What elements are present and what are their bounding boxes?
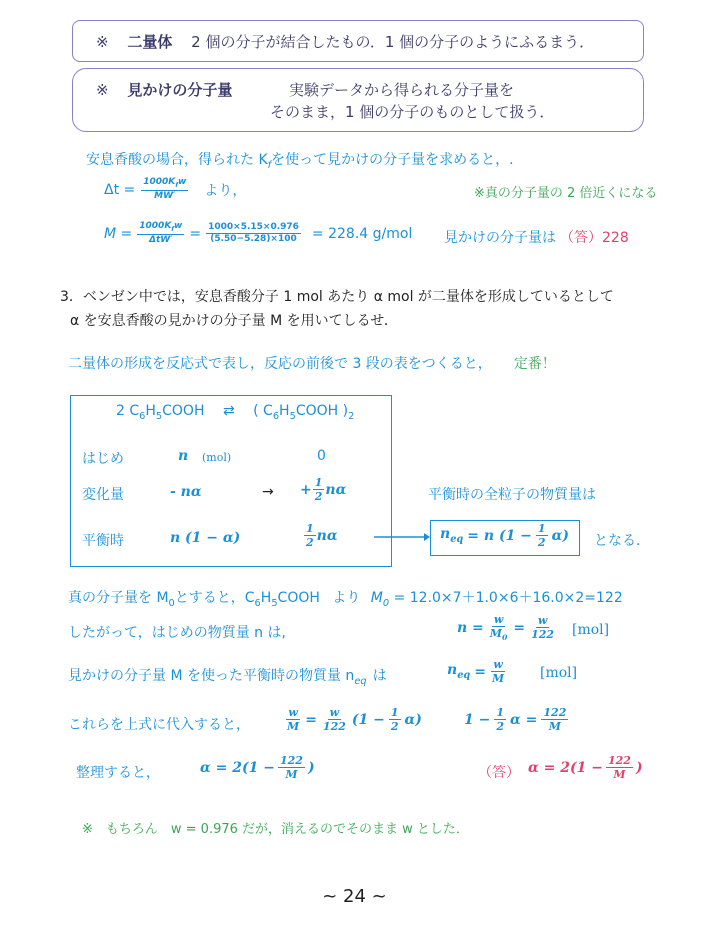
box2-term: 見かけの分子量 (127, 81, 233, 99)
answer-line: 見かけの分子量は （答）228 (444, 230, 629, 246)
substitute-formula: $\frac{w}{M}$ = $\frac{w}{122}$ (1 − $\frac{1}{2}$ α) (287, 706, 422, 733)
answer-alpha: α = 2(1 − $\frac{122}{M}$ ) (528, 754, 643, 781)
true-mw-calc: = 12.0×7＋1.0×6＋16.0×2=122 (393, 590, 623, 606)
apparent-amount-text: 見かけの分子量 M を使った平衡時の物質量 $n_{eq}$ は (68, 668, 387, 687)
intro-text: 安息香酸の場合，得られた K (86, 152, 268, 168)
unit-mol: [mol] (540, 665, 578, 681)
reference-mark: ※ (96, 81, 109, 99)
row-equilibrium-label: 平衡時 (82, 533, 124, 549)
neq-formula: $n_{eq}$ = n (1 − $\frac{1}{2}$ α) (440, 522, 569, 549)
definition-box-apparent-mw (72, 68, 644, 132)
equilibrium-arrow: ⇄ (222, 403, 235, 419)
initial-amount-formula: n = $\frac{w}{M_0}$ = $\frac{w}{122}$ (457, 613, 555, 643)
substitute-text: これらを上式に代入すると， (68, 717, 250, 733)
row-equilibrium-b: $\frac{1}{2}$ nα (306, 522, 338, 549)
delta-t-equation: Δt = $\frac{1000K_fw}{MW'}$ より， (104, 177, 247, 202)
reaction-equation: 2 $C_6H_5COOH$ ⇄ ( $C_6H_5COOH$ )$_2$ (116, 403, 355, 422)
initial-amount-text: したがって，はじめの物質量 n は, (68, 625, 286, 641)
neq-after: となる． (594, 533, 650, 549)
box1-text: 2 個の分子が結合したもの．1 個の分子のようにふるまう． (191, 33, 595, 51)
row-change-a: - nα (170, 484, 202, 500)
row-initial-label: はじめ (82, 451, 124, 467)
table-intro: 二量体の形成を反応式で表し，反応の前後で 3 段の表をつくると， 定番！ (68, 356, 556, 372)
true-mw-line: 真の分子量を $M_0$とすると，$C_6H_5COOH$ より $M_0 = 12.0\times 7+1.0\times 6+16.0\times 2=122$ (68, 590, 623, 609)
box2-line1: 実験データから得られる分子量を (289, 81, 515, 99)
unit-mol: [mol] (572, 622, 610, 638)
box1-term: 二量体 (127, 33, 173, 51)
arrange-formula: α = 2(1 − $\frac{122}{M}$ ) (200, 754, 315, 781)
row-initial-a: n (178, 448, 189, 464)
fraction: $\frac{1000K_fw}{MW'}$ (143, 177, 187, 202)
box2-title (96, 79, 232, 100)
arrange-text: 整理すると， (76, 765, 160, 781)
arrow-to-neq (374, 530, 430, 544)
apparent-amount-formula: $n_{eq}$ = $\frac{w}{M}$ (447, 658, 505, 685)
arrow-right: → (262, 484, 274, 500)
row-initial-b: 0 (317, 448, 326, 464)
row-equilibrium-a: n (1 − α) (170, 530, 241, 546)
apparent-mw-equation: M = $\frac{1000K_fw}{\text{ΔtW′}}$ = $\frac{1000\times 5.15\times 0.976}{(5.50-5.28)\times 100}$ = 228.4 g/mol (104, 221, 413, 246)
row-change-label: 変化量 (82, 487, 124, 503)
answer-228: （答）228 (560, 230, 629, 246)
row-change-b: + $\frac{1}{2}$ nα (300, 476, 347, 503)
answer-label: （答） (478, 765, 520, 781)
box2-line2: そのまま，1 個の分子のものとして扱う． (270, 103, 555, 121)
box1-line (96, 31, 594, 52)
footnote: ※ もちろん w = 0.976 だが，消えるのでそのまま w とした． (82, 822, 469, 837)
intro-line: 安息香酸の場合，得られた $K_f$を使って見かけの分子量を求めると，. (86, 152, 514, 171)
question-3-line1: 3．ベンゼン中では，安息香酸分子 1 mol あたり α mol が二量体を形成しているとして (60, 289, 614, 305)
fraction-numeric: $\frac{1000\times 5.15\times 0.976}{(5.50-5.28)\times 100}$ (208, 222, 299, 245)
fraction: $\frac{1000K_fw}{\text{ΔtW′}}$ (139, 221, 183, 246)
page-number: ~ 24 ~ (322, 886, 387, 907)
reference-mark: ※ (96, 33, 109, 51)
note-double-mw: ※真の分子量の 2 倍近くになる (474, 186, 658, 201)
substitute-result: 1 − $\frac{1}{2}$ α = $\frac{122}{M}$ (464, 706, 567, 733)
mw-result: = 228.4 g/mol (311, 225, 413, 242)
total-particles-label: 平衡時の全粒子の物質量は (428, 487, 596, 503)
unit-mol: (mol) (202, 451, 232, 464)
question-3-line2: α を安息香酸の見かけの分子量 M を用いてしるせ． (70, 313, 398, 329)
tag-standard: 定番！ (513, 356, 556, 372)
